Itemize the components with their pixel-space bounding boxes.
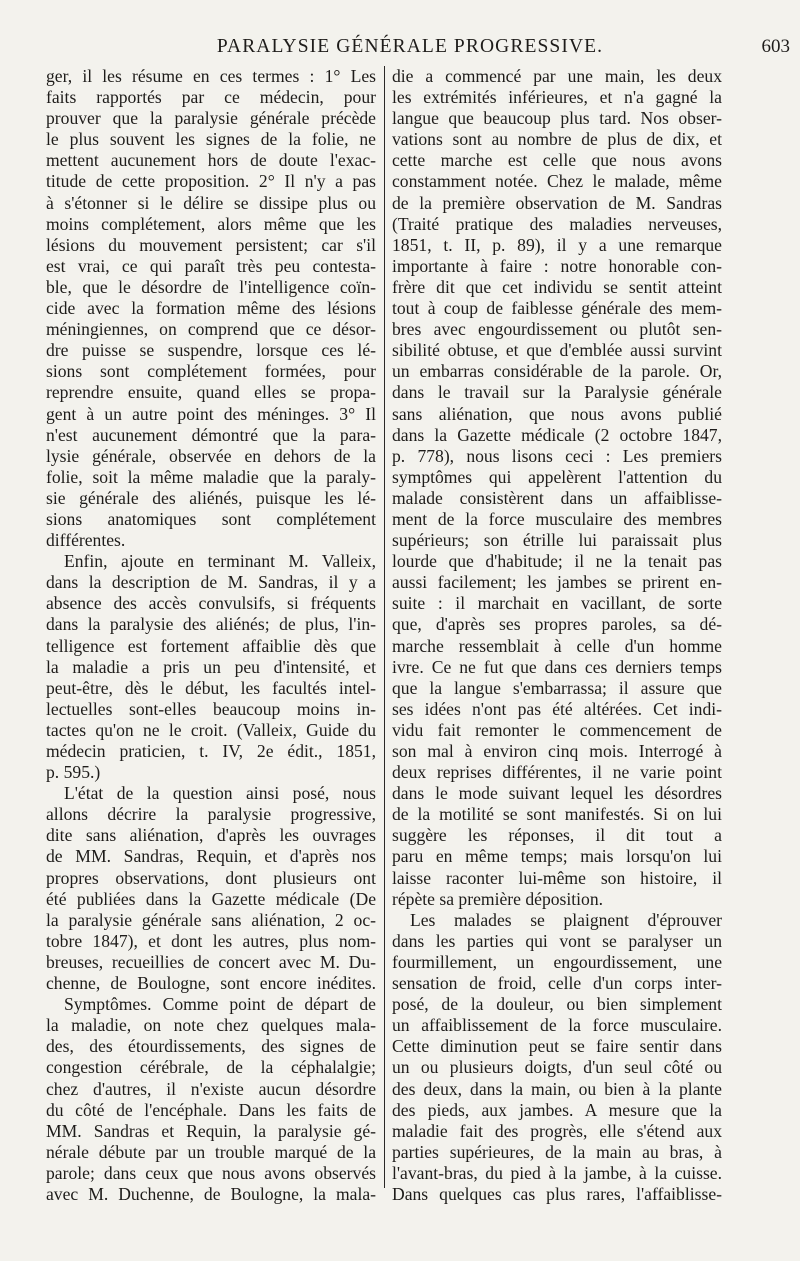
text-line: congestion cérébrale, de la céphalalgie; [46,1057,376,1078]
text-line: 1851, t. II, p. 89), il y a une remarque [392,234,722,255]
text-line: chez d'autres, il n'existe aucun désordre [46,1078,376,1099]
text-line: les extrémités inférieures, et n'a gagné la [392,87,722,108]
text-line: dans la description de M. Sandras, il y a [46,572,376,593]
text-line: fourmillement, un engourdissement, une [392,951,722,972]
text-line: n'est aucunement démontré que la para- [46,424,376,445]
text-line: sensation de froid, celle d'un corps inter- [392,973,722,994]
text-line: chenne, de Boulogne, sont encore inédites. [46,973,376,994]
text-line: été publiées dans la Gazette médicale (De [46,888,376,909]
text-line: breuses, recueillies de concert avec M. Du- [46,951,376,972]
text-line: supérieurs; son étrille lui paraissait plus [392,530,722,551]
text-line: des deux, dans la main, ou bien à la plante [392,1078,722,1099]
text-line: tout à coup de faiblesse générale des mem- [392,298,722,319]
text-line: avec M. Duchenne, de Boulogne, la mala- [46,1183,376,1204]
text-line: prouver que la paralysie générale précède [46,108,376,129]
text-line: méningiennes, on comprend que ce désor- [46,319,376,340]
page-number: 603 [761,36,790,57]
text-line: sans aliénation, que nous avons publié [392,403,722,424]
text-line: est vrai, ce qui paraît très peu contesta- [46,255,376,276]
text-line: die a commencé par une main, les deux [392,66,722,86]
text-line: l'avant-bras, du pied à la jambe, à la cuisse. [392,1162,722,1183]
text-line: dans les parties qui vont se paralyser un [392,930,722,951]
text-line: constamment notée. Chez le malade, même [392,171,722,192]
text-line: cette marche est celle que nous avons [392,150,722,171]
text-line: MM. Sandras et Requin, la paralysie gé- [46,1120,376,1141]
text-line: Symptômes. Comme point de départ de [64,994,376,1015]
text-line: répète sa première déposition. [392,888,604,909]
text-line: moins complétement, alors même que les [46,213,376,234]
text-line: ble, que le désordre de l'intelligence coïn- [46,276,376,297]
text-line: ger, il les résume en ces termes : 1° Les [46,66,376,86]
text-line: médecin praticien, t. IV, 2e édit., 1851, [46,741,376,761]
right-column [392,66,722,1205]
text-line: laisse raconter lui-même son histoire, il [392,867,722,888]
text-line: un affaiblissement de la force musculaire. [392,1015,722,1036]
text-line: deux reprises différentes, il ne varie point [392,762,722,783]
text-line: faits rapportés par ce médecin, pour [46,87,376,108]
text-line: nérale débute par un trouble marqué de la [46,1141,376,1162]
text-line: mettent aucunement hors de doute l'exac- [46,150,376,171]
text-line: des, des étourdissements, des signes de [46,1036,376,1057]
text-line: suite : il marchait en vacillant, de sorte [392,593,722,614]
text-line: bres avec engourdissement ou plutôt sen- [392,319,722,340]
left-column [46,66,376,1205]
text-line: Les malades se plaignent d'éprouver [410,909,722,930]
text-line: tactes qu'on ne le croit. (Valleix, Guide du [46,719,376,740]
text-line: symptômes qui appelèrent l'attention du [392,466,722,487]
text-line: L'état de la question ainsi posé, nous [64,783,376,804]
text-line: ses idées n'ont pas été altérées. Cet indi- [392,698,722,719]
text-line: sions sont complétement formées, pour [46,361,376,382]
text-line: malade consistèrent dans un affaiblisse- [392,487,722,508]
text-line: cide avec la formation même des lésions [46,298,376,319]
text-line: que la langue s'embarrassa; il assure que [392,677,722,698]
text-line: folie, soit la même maladie que la paraly- [46,466,376,487]
column-divider [384,66,385,1188]
text-line: son mal à environ cinq mois. Interrogé à [392,741,722,761]
text-line: dite sans aliénation, d'après les ouvrages [46,825,376,846]
text-line: Dans quelques cas plus rares, l'affaiblisse- [392,1183,722,1204]
text-line: aussi facilement; les jambes se prirent en- [392,572,722,593]
text-line: dans la paralysie des aliénés; de plus, l'in- [46,614,376,635]
text-line: importante à faire : notre honorable con- [392,255,722,276]
text-line: des pieds, aux jambes. A mesure que la [392,1099,722,1120]
text-line: dans la Gazette médicale (2 octobre 1847, [392,424,722,445]
text-line: allons décrire la paralysie progressive, [46,804,376,825]
text-line: posé, de la douleur, ou bien simplement [392,994,722,1015]
text-line: sions anatomiques sont complétement [46,508,376,529]
text-line: parties supérieures, de la main au bras, à [392,1141,722,1162]
text-line: différentes. [46,530,126,551]
text-line: peut-être, dès le début, les facultés intel- [46,677,376,698]
text-line: ivre. Ce ne fut que dans ces derniers temps [392,656,722,677]
text-line: sie générale des aliénés, puisque les lé- [46,487,376,508]
text-line: lourde que d'habitude; il ne la tenait pas [392,551,722,572]
text-line: lysie générale, observée en dehors de la [46,445,376,466]
page-header [30,34,790,66]
text-line: propres observations, dont plusieurs ont [46,867,376,888]
text-line: (Traité pratique des maladies nerveuses, [392,213,722,234]
text-line: le plus souvent les signes de la folie, ne [46,129,376,150]
text-line: gent à un autre point des méninges. 3° Il [46,403,376,424]
text-line: la maladie a pris un peu d'intensité, et [46,656,376,677]
text-line: lectuelles sont-elles beaucoup moins in- [46,698,376,719]
text-line: marche ressemblait à celle d'un homme [392,635,722,656]
text-line: la paralysie générale sans aliénation, 2 oc- [46,909,376,930]
text-line: lésions du mouvement persistent; car s'il [46,234,376,255]
text-line: dans le travail sur la Paralysie générale [392,382,722,403]
text-line: de la motilité se sont manifestés. Si on lui [392,804,722,825]
text-line: la maladie, on note chez quelques mala- [46,1015,376,1036]
text-line: tobre 1847), et dont les autres, plus nom- [46,930,376,951]
text-line: parole; dans ceux que nous avons observés [46,1162,376,1183]
text-line: vations sont au nombre de plus de dix, et [392,129,722,150]
text-line: de la première observation de M. Sandras [392,192,722,213]
text-line: absence des accès convulsifs, si fréquents [46,593,376,614]
text-line: telligence est fortement affaiblie dès que [46,635,376,656]
text-line: un embarras considérable de la parole. Or, [392,361,722,382]
text-line: Cette diminution peut se faire sentir dans [392,1036,722,1057]
text-line: frère dit que cet individu se sentit atteint [392,276,722,297]
text-line: à s'étonner si le délire se dissipe plus ou [46,192,376,213]
text-line: suggère les réponses, il dit tout a [392,825,722,846]
text-line: titude de cette proposition. 2° Il n'y a pas [46,171,376,192]
text-line: ment de la force musculaire des membres [392,508,722,529]
running-head: PARALYSIE GÉNÉRALE PROGRESSIVE. [216,36,604,57]
text-line: Enfin, ajoute en terminant M. Valleix, [64,551,376,572]
text-line: reprendre ensuite, quand elles se propa- [46,382,376,403]
text-line: de MM. Sandras, Requin, et d'après nos [46,846,376,867]
text-line: p. 595.) [46,762,101,783]
text-line: dre puisse se suspendre, lorsque ces lé- [46,340,376,361]
text-line: vidu fait remonter le commencement de [392,719,722,740]
text-line: dans le mode suivant lequel les désordres [392,783,722,804]
text-line: paru en même temps; mais lorsqu'on lui [392,846,722,867]
text-line: que, d'après ses propres paroles, sa dé- [392,614,722,635]
text-line: langue que beaucoup plus tard. Nos obser- [392,108,722,129]
text-line: du côté de l'encéphale. Dans les faits de [46,1099,376,1120]
text-line: maladie fait des progrès, elle s'étend aux [392,1120,722,1141]
text-line: p. 778), nous lisons ceci : Les premiers [392,445,722,466]
text-line: sibilité obtuse, et que d'emblée aussi survint [392,340,722,361]
text-line: un ou plusieurs doigts, d'un seul côté ou [392,1057,722,1078]
